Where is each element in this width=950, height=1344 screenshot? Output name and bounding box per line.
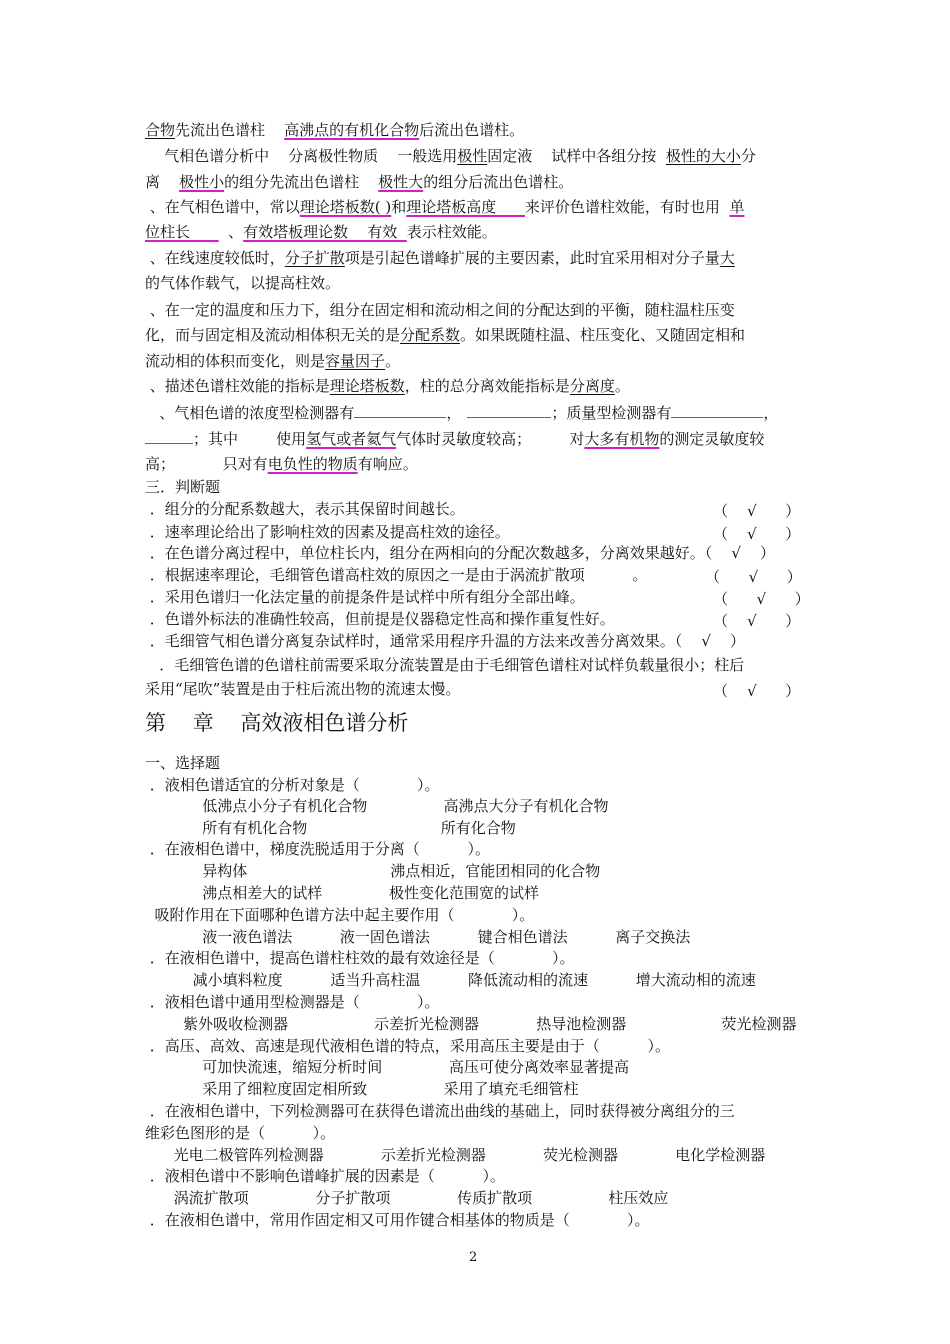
answer-text: 分离度 bbox=[569, 377, 615, 395]
choice-line: 维彩色图形的是（ ）。 bbox=[145, 1124, 336, 1142]
choice-line: 异构体 沸点相近，官能团相同的化合物 bbox=[145, 862, 601, 880]
fill-in-line-9: 化，而与固定相及流动相体积无关的是分配系数。如果既随柱温、柱压变化、又随固定相和 bbox=[145, 326, 746, 344]
fill-in-line-5: 位柱长 、有效塔板理论数 有效 表示柱效能。 bbox=[145, 223, 497, 241]
answer-blank bbox=[354, 403, 446, 418]
judgment-item: ．根据速率理论，毛细管色谱高柱效的原因之一是由于涡流扩散项 。 bbox=[145, 566, 648, 584]
fill-in-line-1: 合物先流出色谱柱 高沸点的有机化合物后流出色谱柱。 bbox=[145, 121, 525, 139]
answer-text: 理论塔板数 bbox=[329, 377, 405, 395]
answer-text: 极性小 bbox=[179, 173, 225, 191]
judgment-mark: （ √ ） bbox=[713, 682, 801, 700]
choice-line: 减小填料粒度 适当升高柱温 降低流动相的流速 增大流动相的流速 bbox=[145, 971, 756, 989]
answer-text: 极性的大小 bbox=[665, 147, 741, 165]
answer-text: 合物 bbox=[145, 121, 176, 139]
answer-text: 单 bbox=[729, 198, 745, 216]
judgment-item: ．速率理论给出了影响柱效的因素及提高柱效的途径。 bbox=[145, 523, 510, 541]
answer-text: 位柱长 bbox=[145, 223, 219, 241]
fill-in-line-10: 流动相的体积而变化，则是容量因子。 bbox=[145, 352, 401, 370]
choice-line: ．在液相色谱中，下列检测器可在获得色谱流出曲线的基础上，同时获得被分离组分的三 bbox=[145, 1102, 735, 1120]
choice-line: 采用了细粒度固定相所致 采用了填充毛细管柱 bbox=[145, 1080, 579, 1098]
fill-in-line-12: 、气相色谱的浓度型检测器有 ， ；质量型检测器有 ， bbox=[145, 404, 779, 422]
fill-in-line-14: 高； 只对有电负性的物质有响应。 bbox=[145, 455, 418, 473]
section-title: 一、选择题 bbox=[145, 754, 221, 772]
fill-in-line-7: 的气体作载气，以提高柱效。 bbox=[145, 274, 341, 292]
judgment-item: ．色谱外标法的准确性较高，但前提是仪器稳定性高和操作重复性好。 bbox=[145, 610, 615, 628]
answer-text: 分配系数 bbox=[400, 326, 461, 344]
choice-line: 光电二极管阵列检测器 示差折光检测器 荧光检测器 电化学检测器 bbox=[145, 1146, 766, 1164]
choice-line: 低沸点小分子有机化合物 高沸点大分子有机化合物 bbox=[145, 797, 609, 815]
fill-in-line-13: ；其中 使用氢气或者氦气气体时灵敏度较高； 对大多有机物的测定灵敏度较 bbox=[145, 429, 764, 448]
fill-in-line-4: 、在气相色谱中，常以理论塔板数( )和理论塔板高度 来评价色谱柱效能，有时也用 单 bbox=[145, 198, 745, 216]
judgment-mark: （ √ ） bbox=[713, 502, 801, 520]
answer-text: 容量因子 bbox=[325, 352, 386, 370]
answer-text: 极性大 bbox=[378, 173, 424, 191]
choice-line: ．液相色谱适宜的分析对象是（ ）。 bbox=[145, 776, 440, 794]
fill-in-line-11: 、描述色谱柱效能的指标是理论塔板数，柱的总分离效能指标是分离度。 bbox=[145, 377, 630, 395]
choice-line: 所有有机化合物 所有化合物 bbox=[145, 819, 516, 837]
answer-text: 氢气或者氦气 bbox=[306, 430, 397, 448]
choice-line: ．液相色谱中通用型检测器是（ ）。 bbox=[145, 993, 440, 1011]
fill-in-line-8: 、在一定的温度和压力下，组分在固定相和流动相之间的分配达到的平衡，随柱温柱压变 bbox=[145, 301, 735, 319]
answer-text: 大 bbox=[719, 249, 735, 267]
answer-blank bbox=[671, 403, 763, 418]
judgment-item: ．采用色谱归一化法定量的前提条件是试样中所有组分全部出峰。 bbox=[145, 588, 585, 606]
judgment-mark: （ √ ） bbox=[713, 590, 810, 608]
choice-line: 紫外吸收检测器 示差折光检测器 热导池检测器 荧光检测器 bbox=[145, 1015, 797, 1033]
answer-blank bbox=[467, 403, 551, 418]
judgment-item: ．组分的分配系数越大，表示其保留时间越长。 bbox=[145, 500, 465, 518]
answer-text: 有效塔板理论数 有效 bbox=[243, 223, 407, 241]
choice-line: ．在液相色谱中，常用作固定相又可用作键合相基体的物质是（ ）。 bbox=[145, 1211, 650, 1229]
choice-line: 涡流扩散项 分子扩散项 传质扩散项 柱压效应 bbox=[145, 1189, 669, 1207]
answer-text: 高沸点的有机化合物 bbox=[284, 121, 420, 139]
choice-line: ．在液相色谱中，梯度洗脱适用于分离（ ）。 bbox=[145, 840, 490, 858]
answer-text: 极性 bbox=[457, 147, 488, 165]
page-number: 2 bbox=[469, 1250, 478, 1265]
answer-text: 理论塔板高度 bbox=[406, 198, 525, 216]
answer-text: 理论塔板数( ) bbox=[299, 198, 392, 216]
choice-line: 吸附作用在下面哪种色谱方法中起主要作用（ ）。 bbox=[145, 906, 535, 924]
judgment-item: 采用“尾吹”装置是由于柱后流出物的流速太慢。 bbox=[145, 680, 461, 698]
choice-line: 可加快流速，缩短分析时间 高压可使分离效率显著提高 bbox=[145, 1058, 629, 1076]
judgment-mark: （ √ ） bbox=[713, 525, 801, 543]
answer-text: 大多有机物 bbox=[584, 430, 660, 448]
choice-line: ．液相色谱中不影响色谱峰扩展的因素是（ ）。 bbox=[145, 1167, 505, 1185]
section-title: 三．判断题 bbox=[145, 478, 221, 496]
fill-in-line-3: 离 极性小的组分先流出色谱柱 极性大的组分后流出色谱柱。 bbox=[145, 173, 574, 191]
answer-text: 分子扩散 bbox=[284, 249, 345, 267]
choice-line: 液一液色谱法 液一固色谱法 键合相色谱法 离子交换法 bbox=[145, 928, 691, 946]
judgment-mark: （ √ ） bbox=[713, 612, 801, 630]
fill-in-line-2: 气相色谱分析中 分离极性物质 一般选用极性固定液 试样中各组分按 极性的大小分 bbox=[145, 147, 756, 165]
fill-in-line-6: 、在线速度较低时，分子扩散项是引起色谱峰扩展的主要因素，此时宜采用相对分子量大 bbox=[145, 249, 735, 267]
answer-blank bbox=[145, 429, 193, 444]
judgment-item: ．毛细管色谱的色谱柱前需要采取分流装置是由于毛细管色谱柱对试样负载量很小；柱后 bbox=[145, 656, 745, 674]
answer-text: 电负性的物质 bbox=[267, 455, 358, 473]
judgment-mark: （ √ ） bbox=[705, 568, 802, 586]
chapter-heading: 第 章 高效液相色谱分析 bbox=[145, 711, 409, 735]
judgment-item: ．毛细管气相色谱分离复杂试样时，通常采用程序升温的方法来改善分离效果。（ √ ） bbox=[145, 632, 745, 650]
choice-line: 沸点相差大的试样 极性变化范围宽的试样 bbox=[145, 884, 539, 902]
choice-line: ．在液相色谱中，提高色谱柱柱效的最有效途径是（ ）。 bbox=[145, 949, 575, 967]
choice-line: ．高压、高效、高速是现代液相色谱的特点，采用高压主要是由于（ ）。 bbox=[145, 1037, 670, 1055]
judgment-item: ．在色谱分离过程中，单位柱长内，组分在两相向的分配次数越多，分离效果越好。（ √ ） bbox=[145, 544, 775, 562]
